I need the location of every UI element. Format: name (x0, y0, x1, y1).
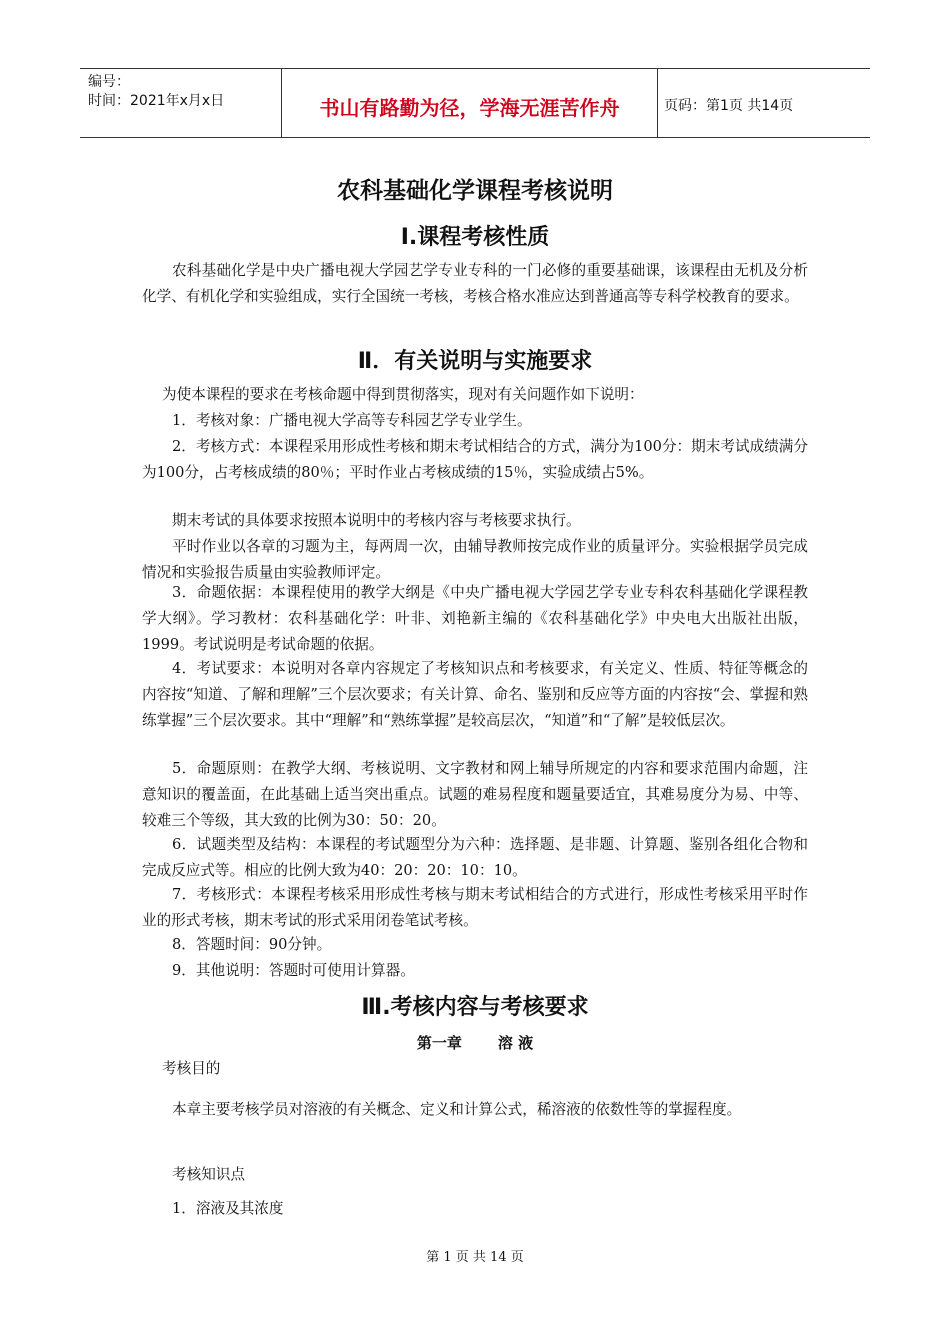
section-1-paragraph: 农科基础化学是中央广播电视大学园艺学专业专科的一门必修的重要基础课，该课程由无机及分析化学、有机化学和实验组成，实行全国统一考核，考核合格水准应达到普通高等专科学校教育的要求。 (142, 262, 808, 305)
chapter-1-number: 第一章 (416, 1034, 462, 1052)
section-2-title: Ⅱ．有关说明与实施要求 (357, 349, 593, 374)
chapter-1-points-label: 考核知识点 (172, 1166, 245, 1183)
document-title: 农科基础化学课程考核说明 (337, 178, 613, 204)
page-header (80, 68, 870, 138)
document-date: 时间：2021年x月x日 (88, 93, 225, 109)
page-footer: 第 1 页 共 14 页 (426, 1250, 524, 1265)
chapter-1-goal: 本章主要考核学员对溶液的有关概念、定义和计算公式，稀溶液的依数性等的掌握程度。 (172, 1101, 742, 1118)
section-1-title: Ⅰ.课程考核性质 (400, 225, 550, 250)
section-2-item-1: 1．考核对象：广播电视大学高等专科园艺学专业学生。 (172, 412, 532, 429)
chapter-1-point-1: 1．溶液及其浓度 (172, 1200, 284, 1217)
document-number-label: 编号： (88, 74, 130, 90)
section-2-item-8: 8．答题时间：90分钟。 (172, 936, 332, 953)
section-3-title: Ⅲ.考核内容与考核要求 (361, 995, 589, 1020)
section-2-intro: 为使本课程的要求在考核命题中得到贯彻落实，现对有关问题作如下说明： (162, 386, 644, 403)
section-2-item-2a: 期末考试的具体要求按照本说明中的考核内容与考核要求执行。 (172, 512, 581, 529)
section-2-item-2b: 平时作业以各章的习题为主，每两周一次，由辅导教师按完成作业的质量评分。实验根据学员完成情况和实验报告质量由实验教师评定。 (142, 538, 808, 581)
section-2-item-6: 6．试题类型及结构：本课程的考试题型分为六种：选择题、是非题、计算题、鉴别各组化合物和完成反应式等。相应的比例大致为40：20：20：10：10。 (142, 836, 808, 879)
header-motto: 书山有路勤为径，学海无涯苦作舟 (282, 69, 658, 137)
section-2-item-3: 3．命题依据：本课程使用的教学大纲是《中央广播电视大学园艺学专业专科农科基础化学课程教学大纲》。学习教材：农科基础化学：叶非、刘艳新主编的《农科基础化学》中央电大出版社出版，1999。考试说明是考试命题的依据。 (142, 584, 808, 653)
section-2-item-5: 5．命题原则：在教学大纲、考核说明、文字教材和网上辅导所规定的内容和要求范围内命题，注意知识的覆盖面，在此基础上适当突出重点。试题的难易程度和题量要适宜，其难易度分为易、中等、较难三个等级，其大致的比例为30：50：20。 (142, 760, 808, 829)
header-page-info: 页码：第1页 共14页 (664, 98, 794, 114)
chapter-1-name: 溶 液 (497, 1034, 534, 1052)
section-2-item-7: 7．考核形式：本课程考核采用形成性考核与期末考试相结合的方式进行，形成性考核采用平时作业的形式考核，期末考试的形式采用闭卷笔试考核。 (142, 886, 808, 929)
section-2-item-9: 9．其他说明：答题时可使用计算器。 (172, 962, 415, 979)
chapter-1-goal-label: 考核目的 (162, 1060, 221, 1077)
section-2-item-4: 4．考试要求：本说明对各章内容规定了考核知识点和考核要求，有关定义、性质、特征等概念的内容按“知道、了解和理解”三个层次要求；有关计算、命名、鉴别和反应等方面的内容按“会、掌握和熟练掌握”三个层次要求。其中“理解”和“熟练掌握”是较高层次，“知道”和“了解”是较低层次。 (142, 660, 808, 729)
section-2-item-2: 2．考核方式：本课程采用形成性考核和期末考试相结合的方式，满分为100分：期末考试成绩满分为100分，占考核成绩的80％；平时作业占考核成绩的15％，实验成绩占5%。 (142, 438, 808, 481)
header-meta (80, 69, 282, 137)
chapter-1-heading (0, 1032, 950, 1053)
